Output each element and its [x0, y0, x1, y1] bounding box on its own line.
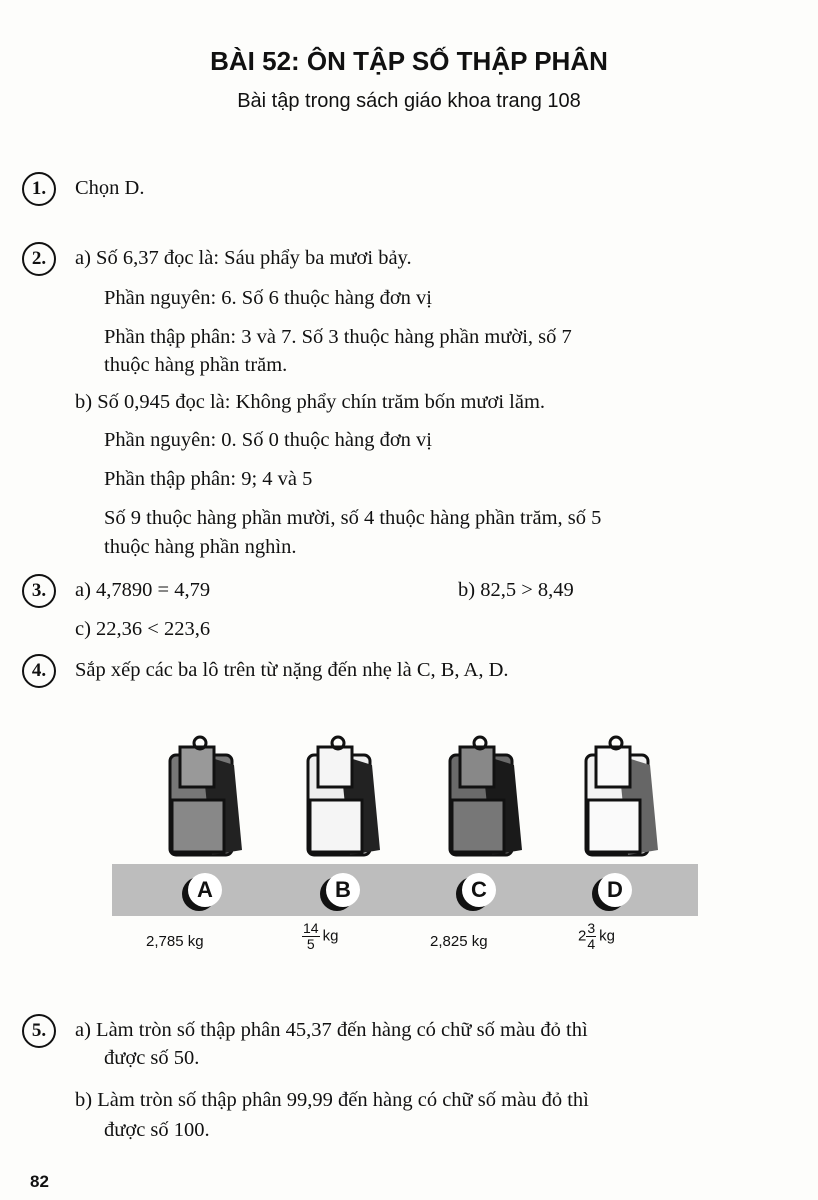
- badge-b: B: [326, 873, 360, 907]
- ex2-line: Số 9 thuộc hàng phần mười, số 4 thuộc hàng phần trăm, số 5: [104, 507, 602, 529]
- page-title: BÀI 52: ÔN TẬP SỐ THẬP PHÂN: [210, 46, 608, 76]
- badge-d: D: [598, 873, 632, 907]
- ex3-a: a) 4,7890 = 4,79: [75, 579, 211, 601]
- ex4-text: Sắp xếp các ba lô trên từ nặng đến nhẹ là C, B, A, D.: [75, 659, 509, 681]
- ex3-b: b) 82,5 > 8,49: [458, 579, 574, 601]
- weight-a: 2,785 kg: [146, 933, 204, 950]
- exercise-number: 1.: [22, 172, 56, 206]
- ex5-line: a) Làm tròn số thập phân 45,37 đến hàng có chữ số màu đỏ thì: [75, 1019, 588, 1041]
- weight-c: 2,825 kg: [430, 933, 488, 950]
- page-number: 82: [30, 1172, 49, 1191]
- ex5-line: được số 50.: [104, 1047, 200, 1069]
- badge-a: A: [188, 873, 222, 907]
- backpack-b-image: [300, 735, 390, 860]
- weight-b: $\frac{14}{5}$ kg: [303, 920, 339, 952]
- ex2-line: thuộc hàng phần nghìn.: [104, 536, 297, 558]
- ex2-line: b) Số 0,945 đọc là: Không phẩy chín trăm bốn mươi lăm.: [75, 391, 546, 413]
- backpack-c-image: [442, 735, 532, 860]
- ex3-c: c) 22,36 < 223,6: [75, 618, 211, 640]
- fraction: $\frac{14}{5}$: [303, 920, 319, 952]
- page-subtitle: Bài tập trong sách giáo khoa trang 108: [237, 90, 581, 112]
- backpack-a-image: [162, 735, 252, 860]
- ex2-line: Phần thập phân: 3 và 7. Số 3 thuộc hàng phần mười, số 7: [104, 326, 572, 348]
- ex5-line: b) Làm tròn số thập phân 99,99 đến hàng có chữ số màu đỏ thì: [75, 1089, 589, 1111]
- exercise-number: 2.: [22, 242, 56, 276]
- exercise-number: 3.: [22, 574, 56, 608]
- ex5-line: được số 100.: [104, 1119, 210, 1141]
- exercise-number: 5.: [22, 1014, 56, 1048]
- weight-d: 2 $\frac{3}{4}$ kg: [578, 920, 615, 952]
- exercise-1-text: Chọn D.: [75, 177, 145, 199]
- badge-c: C: [462, 873, 496, 907]
- ex2-line: Phần nguyên: 6. Số 6 thuộc hàng đơn vị: [104, 287, 432, 309]
- ex2-line: Phần nguyên: 0. Số 0 thuộc hàng đơn vị: [104, 429, 432, 451]
- backpack-d-image: [578, 735, 668, 860]
- exercise-number: 4.: [22, 654, 56, 688]
- ex2-line: Phần thập phân: 9; 4 và 5: [104, 468, 313, 490]
- fraction: $\frac{3}{4}$: [587, 920, 596, 952]
- ex2-line: thuộc hàng phần trăm.: [104, 354, 288, 376]
- ex2-line: a) Số 6,37 đọc là: Sáu phẩy ba mươi bảy.: [75, 247, 412, 269]
